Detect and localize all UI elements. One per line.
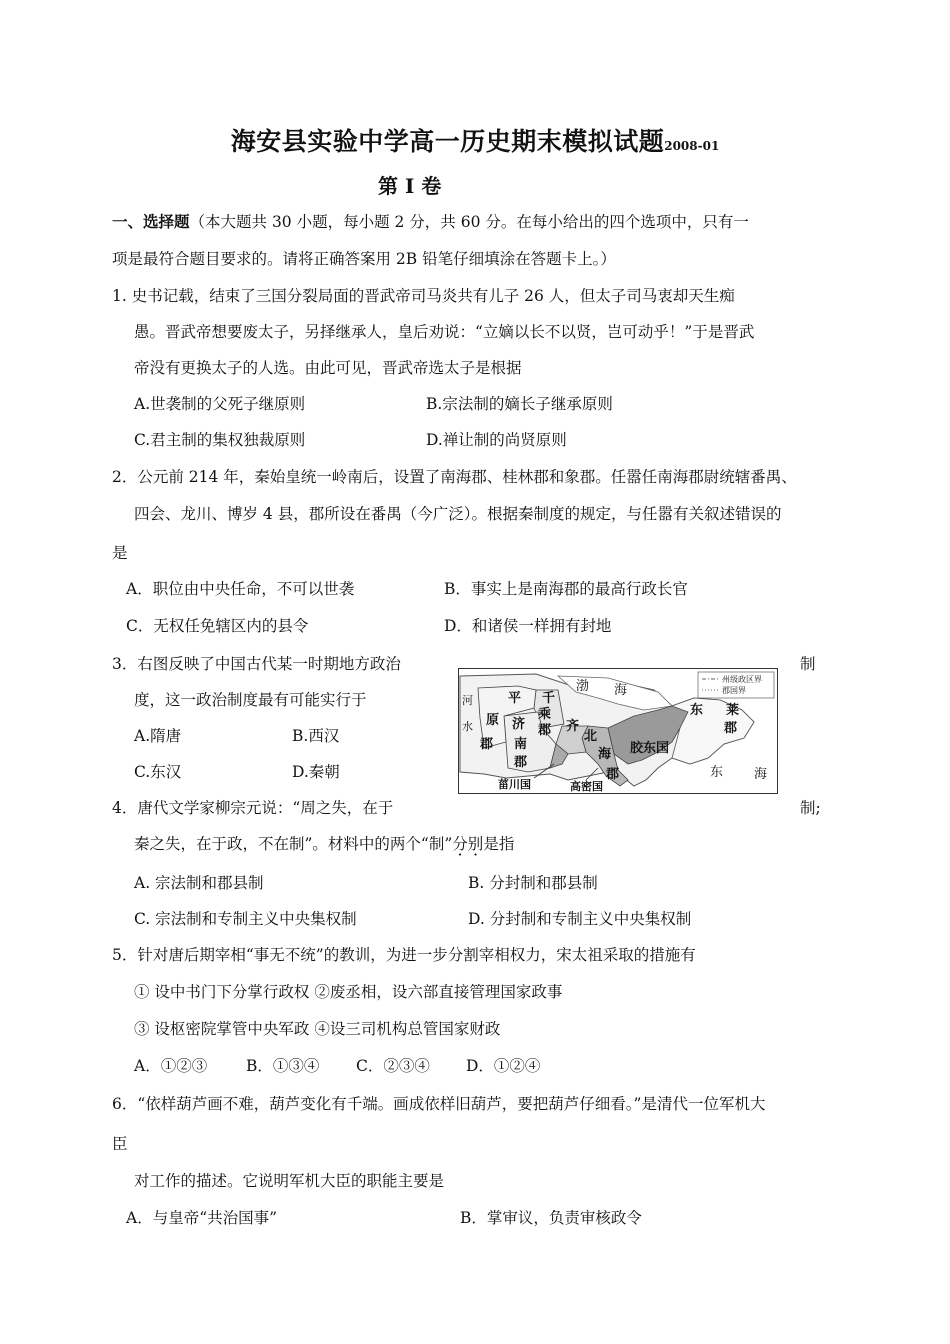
map-label-dong: 东 (690, 703, 704, 718)
han-commandery-map (458, 668, 778, 794)
q4-option-d: D. 分封制和专制主义中央集权制 (468, 910, 692, 928)
q5-option-c: C．②③④ (356, 1057, 430, 1075)
q2-stem-line-3: 是 (112, 544, 128, 562)
q1-stem-line-3: 帝没有更换太子的人选。由此可见，晋武帝选太子是根据 (134, 359, 522, 377)
q5-option-d: D．①②④ (466, 1057, 541, 1075)
q2-option-d: D．和诸侯一样拥有封地 (444, 617, 612, 635)
q3-option-a: A.隋唐 (134, 727, 182, 745)
q4-stem-line-2-pre: 秦之失，在于政，不在制”。材料中的两个“制” (134, 835, 453, 853)
q2-stem-line-2: 四会、龙川、博岁 4 县，郡所设在番禺（今广泛）。根据秦制度的规定，与任嚣有关叙述错误的 (134, 505, 782, 523)
q2-option-b: B．事实上是南海郡的最高行政长官 (444, 580, 688, 598)
q3-option-c: C.东汉 (134, 763, 182, 781)
q5-stem-line-1: 5．针对唐后期宰相“事无不统”的教训，为进一步分割宰相权力，宋太祖采取的措施有 (112, 946, 696, 964)
map-legend-1: 州级政区界 (722, 675, 762, 684)
map-label-jun-4: 郡 (606, 767, 620, 782)
q1-option-a: A.世袭制的父死子继原则 (134, 395, 306, 413)
section-instruction-line-2: 项是最符合题目要求的。请将正确答案用 2B 铅笔仔细填涂在答题卡上。） (112, 250, 616, 268)
map-label-ji: 济 (512, 717, 526, 732)
q5-option-a: A．①②③ (134, 1057, 208, 1075)
q3-option-d: D.秦朝 (292, 763, 340, 781)
section-instruction-line-1 (112, 212, 749, 232)
map-east-sea-hai: 海 (754, 767, 768, 782)
map-label-jiaodong: 胶东国 (630, 741, 670, 756)
q3-stem-line-2: 度，这一政治制度最有可能实行于 (134, 691, 367, 709)
map-label-shui: 水 (462, 720, 473, 733)
q3-option-b: B.西汉 (292, 727, 340, 745)
map-label-lai: 莱 (726, 703, 740, 718)
q5-stem-line-3: ③ 设枢密院掌管中央军政 ④设三司机构总管国家财政 (134, 1020, 501, 1038)
q2-option-c: C．无权任免辖区内的县令 (126, 617, 309, 635)
map-label-nan: 南 (514, 737, 528, 752)
map-label-jun-1: 郡 (480, 737, 494, 752)
q6-option-b: B．掌审议，负责审核政令 (460, 1209, 642, 1227)
page-title (0, 122, 950, 158)
q1-stem-line-2: 愚。晋武帝想要废太子，另择继承人，皇后劝说：“立嫡以长不以贤，岂可动乎！”于是晋武 (134, 323, 755, 341)
section-heading: 一、选择题 (112, 212, 190, 231)
map-east-sea-dong: 东 (710, 765, 724, 780)
volume-label: 第 I 卷 (378, 174, 442, 198)
map-label-he: 河 (462, 694, 473, 707)
map-label-qi: 齐 (566, 719, 580, 734)
q4-stem-line-2 (134, 834, 514, 854)
q2-stem-line-1: 2．公元前 214 年，秦始皇统一岭南后，设置了南海郡、桂林郡和象郡。任嚣任南海郡尉统辖番禺、 (112, 468, 797, 486)
q4-stem-line-2-post: 是指 (483, 835, 515, 853)
map-label-hai: 海 (598, 747, 612, 762)
q4-stem-line-1-end: 制; (800, 799, 821, 817)
q1-option-b: B.宗法制的嫡长子继承原则 (426, 395, 613, 413)
q6-stem-line-1: 6．“依样葫芦画不难，葫芦变化有千端。画成依样旧葫芦，要把葫芦仔细看。”是清代一位军机大 (112, 1095, 766, 1113)
map-label-yuan: 原 (486, 713, 500, 728)
map-label-cheng: 乘 (538, 707, 552, 722)
q4-option-c: C. 宗法制和专制主义中央集权制 (134, 910, 357, 928)
title-date: 2008-01 (664, 139, 720, 153)
q4-option-b: B. 分封制和郡县制 (468, 874, 598, 892)
map-label-jun-3: 郡 (514, 755, 528, 770)
q4-emphasis-2: 别 (467, 835, 484, 853)
q1-option-c: C.君主制的集权独裁原则 (134, 431, 306, 449)
map-label-bei: 北 (584, 729, 598, 744)
q2-option-a: A．职位由中央任命，不可以世袭 (126, 580, 355, 598)
q1-stem-line-1: 1. 史书记载，结束了三国分裂局面的晋武帝司马炎共有儿子 26 人，但太子司马衷却天生痴 (112, 287, 735, 305)
q5-stem-line-2: ① 设中书门下分掌行政权 ②废丞相，设六部直接管理国家政事 (134, 983, 563, 1001)
q4-emphasis-1: 分 (452, 835, 468, 853)
q4-option-a: A. 宗法制和郡县制 (134, 874, 264, 892)
map-label-ping: 平 (508, 691, 522, 706)
map-label-jun-2: 郡 (538, 723, 552, 738)
map-sea-bo: 渤 (576, 679, 590, 694)
map-label-qian: 千 (542, 691, 556, 706)
q5-option-b: B．①③④ (246, 1057, 320, 1075)
map-label-jun-5: 郡 (724, 721, 738, 736)
title-text: 海安县实验中学高一历史期末模拟试题 (230, 127, 665, 156)
q6-stem-line-3: 对工作的描述。它说明军机大臣的职能主要是 (134, 1172, 445, 1190)
map-sea-hai: 海 (614, 683, 628, 698)
section-instruction: （本大题共 30 小题，每小题 2 分，共 60 分。在每小给出的四个选项中，只有一 (189, 213, 749, 231)
map-legend-2: 郡国界 (722, 686, 746, 695)
q6-stem-line-2: 臣 (112, 1135, 128, 1153)
q4-stem-line-1: 4．唐代文学家柳宗元说：“周之失，在于 (112, 799, 394, 817)
map-label-zichuan: 菑川国 (498, 778, 531, 791)
map-label-gaomi: 高密国 (570, 780, 603, 793)
q6-option-a: A．与皇帝“共治国事” (126, 1209, 278, 1227)
q1-option-d: D.禅让制的尚贤原则 (426, 431, 567, 449)
q3-stem-line-1: 3．右图反映了中国古代某一时期地方政治 (112, 655, 401, 673)
q3-stem-line-1-end: 制 (800, 655, 816, 673)
